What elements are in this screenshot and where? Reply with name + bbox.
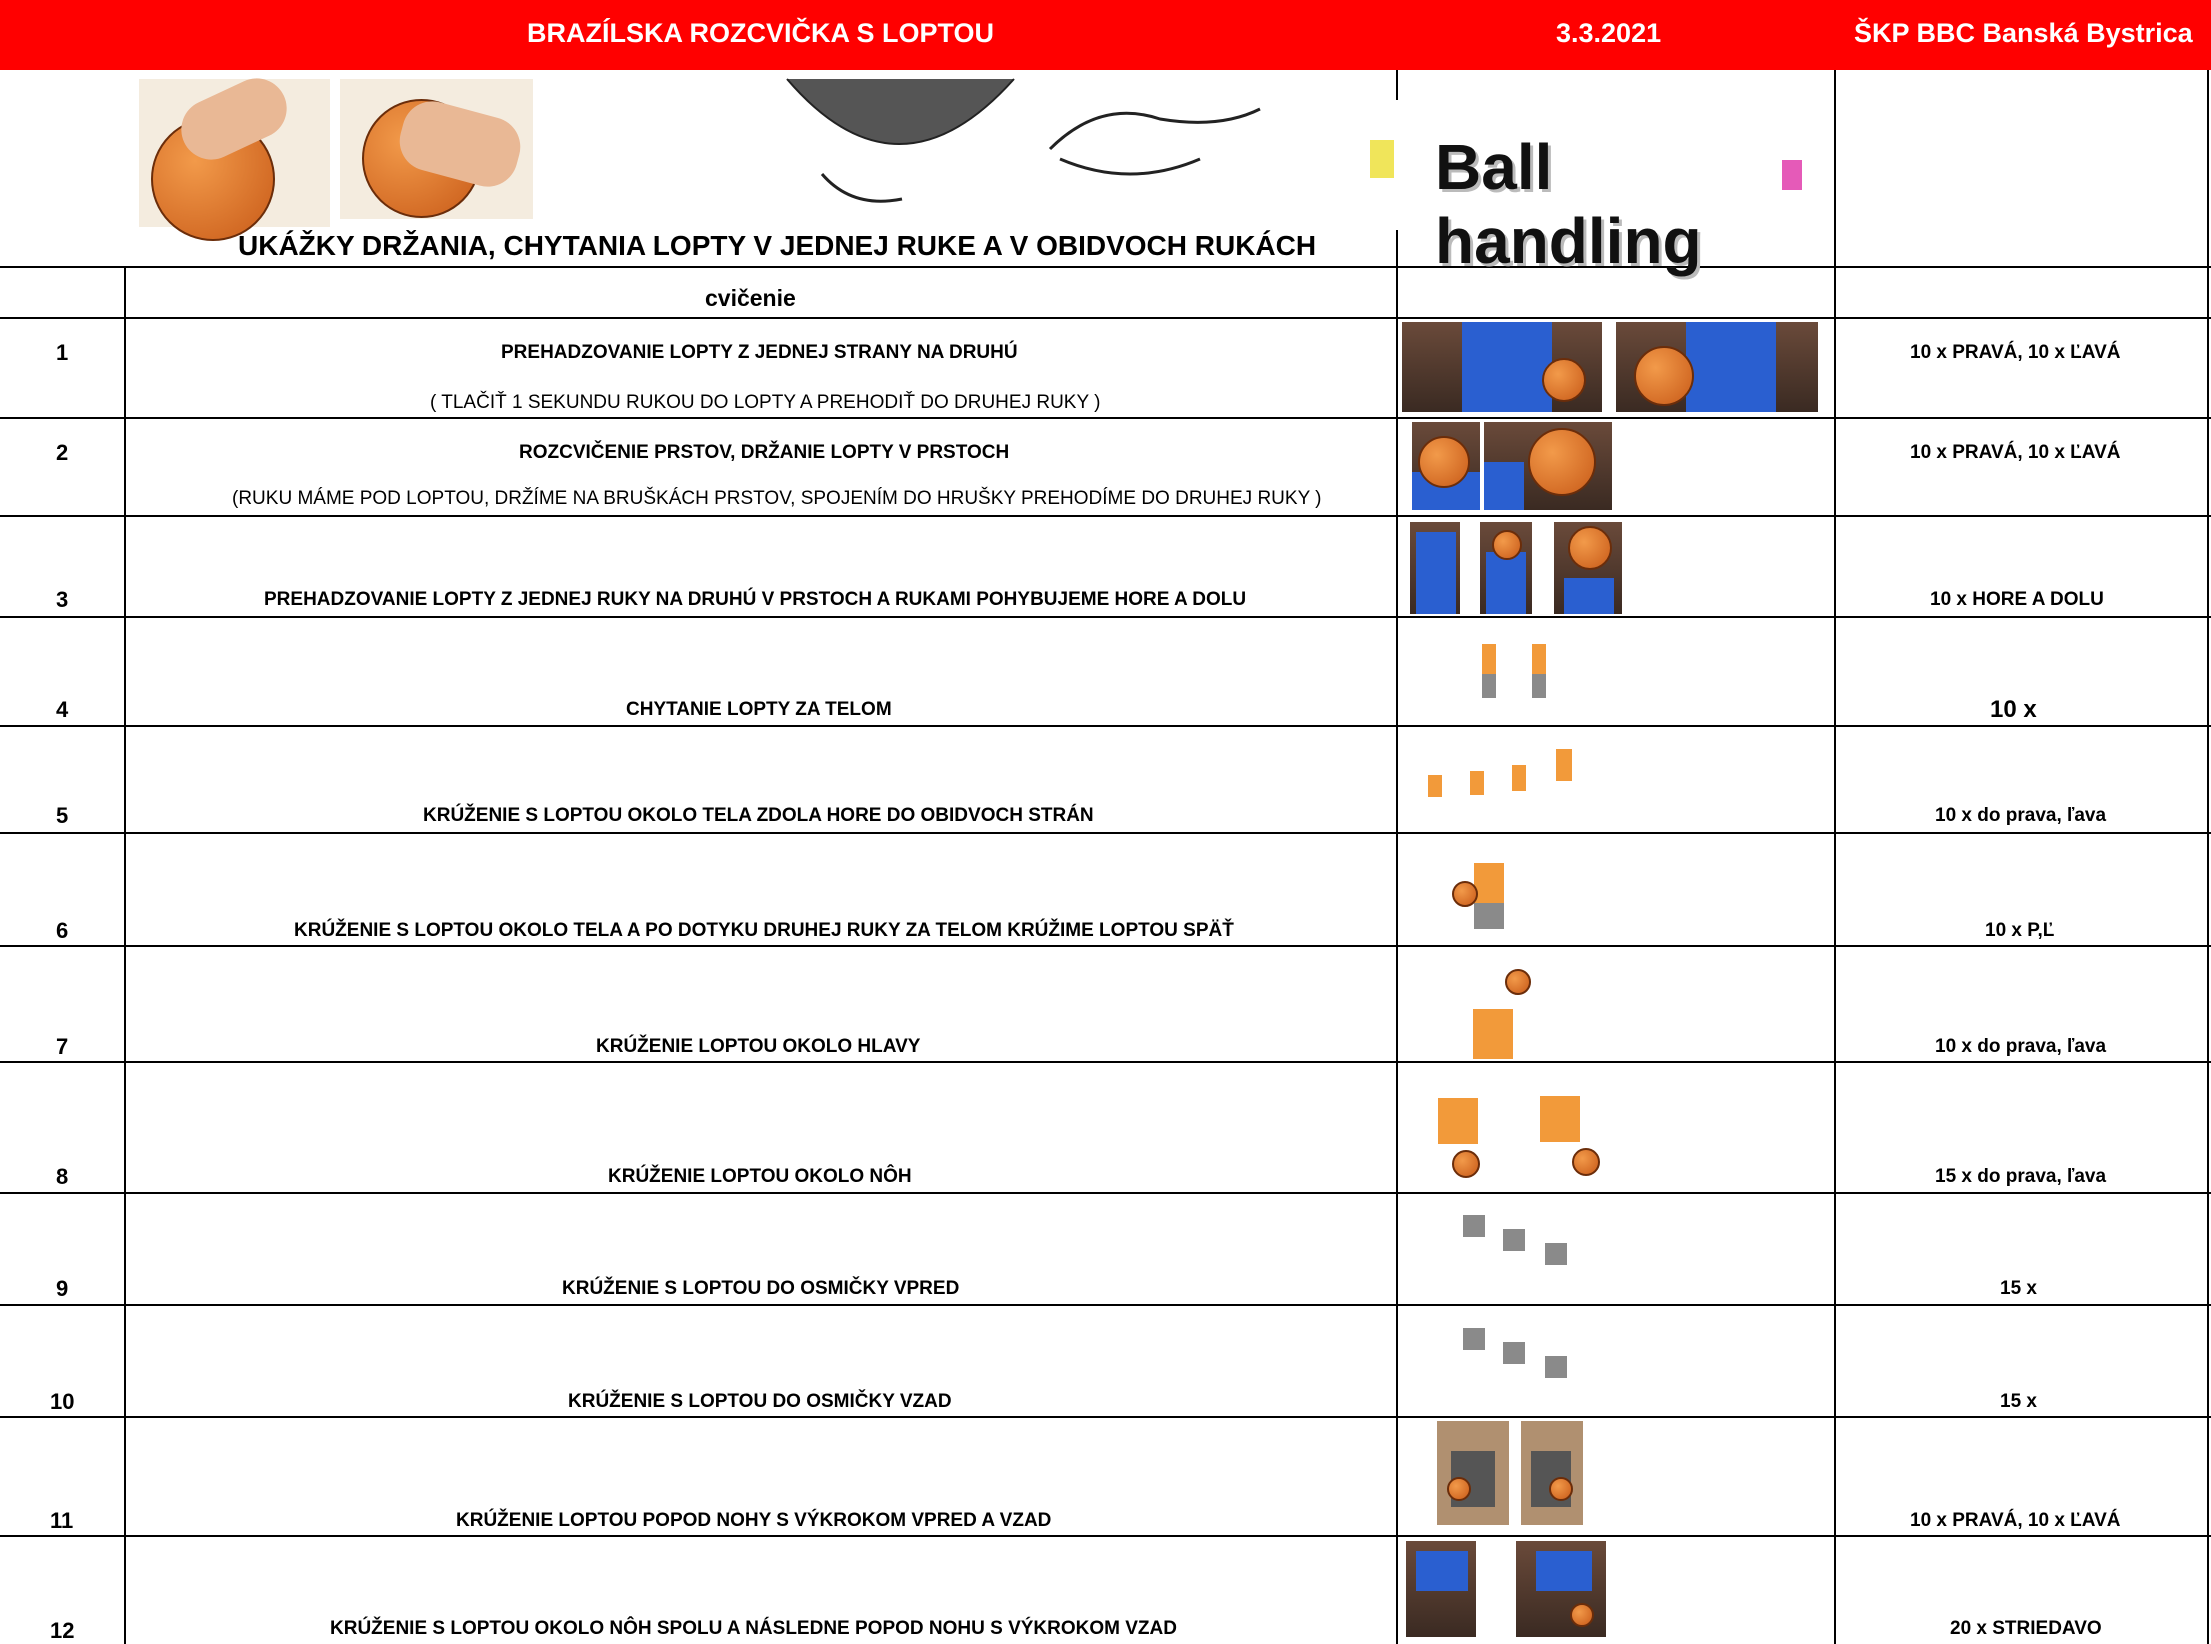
exercise-photo [1437,1421,1509,1525]
repetitions: 10 x PRAVÁ, 10 x ĽAVÁ [1910,442,2121,463]
repetitions: 10 x PRAVÁ, 10 x ĽAVÁ [1910,342,2121,363]
grid-line [0,1061,2211,1063]
exercise-name: KRÚŽENIE S LOPTOU OKOLO TELA ZDOLA HORE DO OBIDVOCH STRÁN [423,805,1094,826]
exercise-photo [1521,1421,1583,1525]
row-number: 2 [56,440,69,465]
grid-line [1396,70,1398,1644]
exercise-figure [1455,1318,1585,1406]
row-number: 5 [56,803,69,828]
club-name: ŠKP BBC Banská Bystrica [1854,18,2193,48]
grid-line [0,616,2211,618]
exercise-name: KRÚŽENIE LOPTOU POPOD NOHY S VÝKROKOM VPRED A VZAD [456,1510,1052,1531]
exercise-figure [1422,1068,1612,1186]
row-number: 4 [56,697,69,722]
ball-sketch-drawing [782,79,1014,215]
row-number: 6 [56,918,69,943]
row-number: 11 [50,1508,74,1533]
hand-sketch-image [1040,79,1270,209]
exercise-name: PREHADZOVANIE LOPTY Z JEDNEJ RUKY NA DRUHÚ V PRSTOCH A RUKAMI POHYBUJEME HORE A DOLU [264,589,1247,610]
exercise-figure [1450,843,1530,941]
exercise-photo [1484,422,1612,510]
grid-line [0,945,2211,947]
exercise-name: CHYTANIE LOPTY ZA TELOM [626,699,892,720]
grid-line [0,317,2211,319]
grid-line [124,266,126,1644]
repetitions: 15 x [2000,1391,2037,1412]
exercise-name: KRÚŽENIE S LOPTOU DO OSMIČKY VZAD [568,1391,952,1412]
exercise-name: KRÚŽENIE S LOPTOU DO OSMIČKY VPRED [562,1278,960,1299]
grid-line [0,1416,2211,1418]
column-header-exercise: cvičenie [705,285,796,311]
grid-line [0,417,2211,419]
grid-line [2207,70,2209,1644]
sheet-title: BRAZÍLSKA ROZCVIČKA S LOPTOU [527,18,995,48]
exercise-name: KRÚŽENIE S LOPTOU OKOLO TELA A PO DOTYKU DRUHEJ RUKY ZA TELOM KRÚŽIME LOPTOU SPÄŤ [294,920,1234,941]
ball-grip-sketch-image [782,79,1014,215]
exercise-figure [1455,1205,1585,1293]
grid-line [0,1535,2211,1537]
grid-line [1834,70,1836,1644]
repetitions: 10 x HORE A DOLU [1930,589,2104,610]
ball-handling-logo [1350,100,1820,277]
row-number: 9 [56,1276,69,1301]
row-number: 3 [56,587,69,612]
grid-line [0,515,2211,517]
exercise-note: (RUKU MÁME POD LOPTOU, DRŽÍME NA BRUŠKÁCH PRSTOV, SPOJENÍM DO HRUŠKY PREHODÍME DO DRUHEJ RUKY ) [232,488,1322,509]
repetitions: 10 x do prava, ľava [1935,805,2107,826]
sheet-date: 3.3.2021 [1556,18,1662,48]
repetitions: 10 x [1990,696,2037,723]
exercise-name: ROZCVIČENIE PRSTOV, DRŽANIE LOPTY V PRSTOCH [519,442,1010,463]
repetitions: 10 x PRAVÁ, 10 x ĽAVÁ [1910,1510,2121,1531]
repetitions: 10 x P,Ľ [1985,920,2055,941]
exercise-name: PREHADZOVANIE LOPTY Z JEDNEJ STRANY NA DRUHÚ [501,342,1018,363]
exercise-name: KRÚŽENIE LOPTOU OKOLO NÔH [608,1166,912,1187]
grid-line [0,1192,2211,1194]
exercise-figure [1455,955,1535,1059]
repetitions: 15 x [2000,1278,2037,1299]
grid-line [0,1304,2211,1306]
row-number: 1 [56,340,69,365]
row-number: 8 [56,1164,69,1189]
row-number: 7 [56,1034,69,1059]
exercise-photo [1402,322,1602,412]
repetitions: 15 x do prava, ľava [1935,1166,2107,1187]
repetitions: 20 x STRIEDAVO [1950,1618,2102,1639]
exercise-photo [1406,1541,1476,1637]
row-number: 12 [50,1618,75,1643]
grid-line [0,725,2211,727]
exercise-photo [1516,1541,1606,1637]
fingers-on-ball-image [340,79,533,219]
exercise-figure [1470,630,1580,710]
header-bar [0,0,2211,70]
grid-line [0,266,2211,268]
exercise-note: ( TLAČIŤ 1 SEKUNDU RUKOU DO LOPTY A PREHODIŤ DO DRUHEJ RUKY ) [430,392,1101,413]
exercise-photo [1616,322,1818,412]
logo-text: Ball handling [1435,131,1702,277]
row-number: 10 [50,1389,75,1414]
exercise-photo [1410,522,1460,614]
grid-line [0,832,2211,834]
hand-sketch-drawing [1040,79,1270,209]
exercise-photo [1554,522,1622,614]
exercise-photo [1480,522,1532,614]
exercise-name: KRÚŽENIE S LOPTOU OKOLO NÔH SPOLU A NÁSLEDNE POPOD NOHU S VÝKROKOM VZAD [330,1618,1177,1639]
exercise-figure [1418,735,1588,823]
hands-on-ball-image [139,79,330,227]
exercise-photo [1412,422,1480,510]
repetitions: 10 x do prava, ľava [1935,1036,2107,1057]
exercise-name: KRÚŽENIE LOPTOU OKOLO HLAVY [596,1036,921,1057]
intro-caption: UKÁŽKY DRŽANIA, CHYTANIA LOPTY V JEDNEJ RUKE A V OBIDVOCH RUKÁCH [238,230,1317,261]
